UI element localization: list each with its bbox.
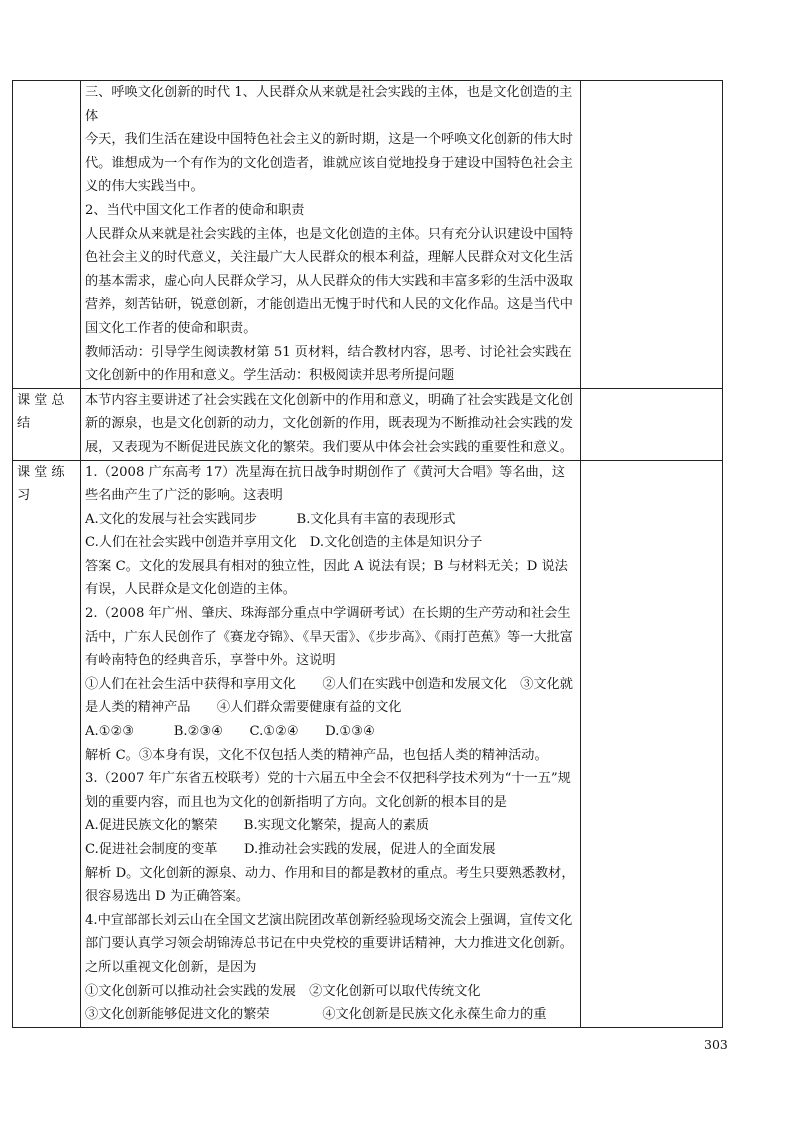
content-paragraph: 2.（2008 年广州、肇庆、珠海部分重点中学调研考试）在长期的生产劳动和社会生活中，广东人民创作了《赛龙夺锦》、《旱天雷》、《步步高》、《雨打芭蕉》等一大批富有岭南特色的经典音乐，享誉中外。这说明 [85, 606, 573, 669]
content-paragraph: A.①②③ B.②③④ C.①②④ D.①③④ [85, 724, 375, 740]
content-paragraph: 三、呼唤文化创新的时代 1、人民群众从来就是社会实践的主体，也是文化创造的主体 [85, 85, 573, 124]
content-paragraph: 3.（2007 年广东省五校联考）党的十六届五中全会不仅把科学技术列为“十一五”规划的重要内容，而且也为文化的创新指明了方向。文化创新的根本目的是 [85, 771, 571, 810]
content-paragraph: 解析 C。③本身有误，文化不仅包括人类的精神产品，也包括人类的精神活动。 [85, 747, 548, 763]
content-paragraph: 人民群众从来就是社会实践的主体，也是文化创造的主体。只有充分认识建设中国特色社会主义的时代意义，关注最广大人民群众的根本利益，理解人民群众对文化生活的基本需求，虚心向人民群众学习，从人民群众的伟大实践和丰富多彩的生活中汲取营养，刻苦钻研，锐意创新，才能创造出无愧于时代和人民的文化作品。这是当代中国文化工作者的使命和职责。 [85, 226, 573, 336]
lesson-plan-table [12, 80, 723, 1028]
content-paragraph: 答案 C。文化的发展具有相对的独立性，因此 A 说法有误；B 与材料无关；D 说法有误，人民群众是文化创造的主体。 [85, 558, 568, 598]
row-label-cell: 课堂练习 [13, 460, 81, 1027]
content-paragraph: A.文化的发展与社会实践同步 B.文化具有丰富的表现形式 [85, 511, 456, 527]
content-paragraph: ③文化创新能够促进文化的繁荣 ④文化创新是民族文化永葆生命力的重 [85, 1007, 547, 1023]
content-paragraph: 教师活动：引导学生阅读教材第 51 页材料，结合教材内容，思考、讨论社会实践在文化创新中的作用和意义。学生活动：积极阅读并思考所提问题 [85, 344, 572, 384]
row-label-cell: 课堂总结 [13, 388, 81, 460]
table-row [13, 81, 723, 389]
page-number: 303 [704, 1037, 728, 1052]
table-body [13, 81, 723, 1028]
content-paragraph: 2、当代中国文化工作者的使命和职责 [85, 202, 305, 218]
content-paragraph: 本节内容主要讲述了社会实践在文化创新中的作用和意义，明确了社会实践是文化创新的源泉，也是文化创新的动力，文化创新的作用，既表现为不断推动社会实践的发展，又表现为不断促进民族文化的繁荣。我们要从中体会社会实践的重要性和意义。 [85, 392, 573, 455]
row-note-cell [581, 388, 723, 460]
row-content-cell [81, 388, 581, 460]
row-content-cell [81, 81, 581, 389]
table-row [13, 388, 723, 460]
content-paragraph: A.促进民族文化的繁荣 B.实现文化繁荣，提高人的素质 [85, 818, 430, 834]
table-row [13, 460, 723, 1027]
content-paragraph: 4.中宣部部长刘云山在全国文艺演出院团改革创新经验现场交流会上强调，宣传文化部门要认真学习领会胡锦涛总书记在中央党校的重要讲话精神，大力推进文化创新。之所以重视文化创新，是因为 [85, 912, 573, 975]
row-note-cell [581, 460, 723, 1027]
row-note-cell [581, 81, 723, 389]
row-label-cell [13, 81, 81, 389]
content-paragraph: ①文化创新可以推动社会实践的发展 ②文化创新可以取代传统文化 [85, 983, 481, 999]
content-paragraph: C.人们在社会实践中创造并享用文化 D.文化创造的主体是知识分子 [85, 535, 483, 551]
content-paragraph: ①人们在社会生活中获得和享用文化 ②人们在实践中创造和发展文化 ③文化就是人类的精神产品 ④人们群众需要健康有益的文化 [85, 676, 573, 716]
row-content-cell [81, 460, 581, 1027]
content-paragraph: C.促进社会制度的变革 D.推动社会实践的发展，促进人的全面发展 [85, 842, 496, 857]
content-paragraph: 今天，我们生活在建设中国特色社会主义的新时期，这是一个呼唤文化创新的伟大时代。谁想成为一个有作为的文化创造者，谁就应该自觉地投身于建设中国特色社会主义的伟大实践当中。 [85, 132, 573, 195]
content-paragraph: 解析 D。文化创新的源泉、动力、作用和目的都是教材的重点。考生只要熟悉教材，很容易选出 D 为正确答案。 [85, 865, 575, 905]
content-paragraph: 1.（2008 广东高考 17）冼星海在抗日战争时期创作了《黄河大合唱》等名曲，这些名曲产生了广泛的影响。这表明 [85, 464, 566, 504]
